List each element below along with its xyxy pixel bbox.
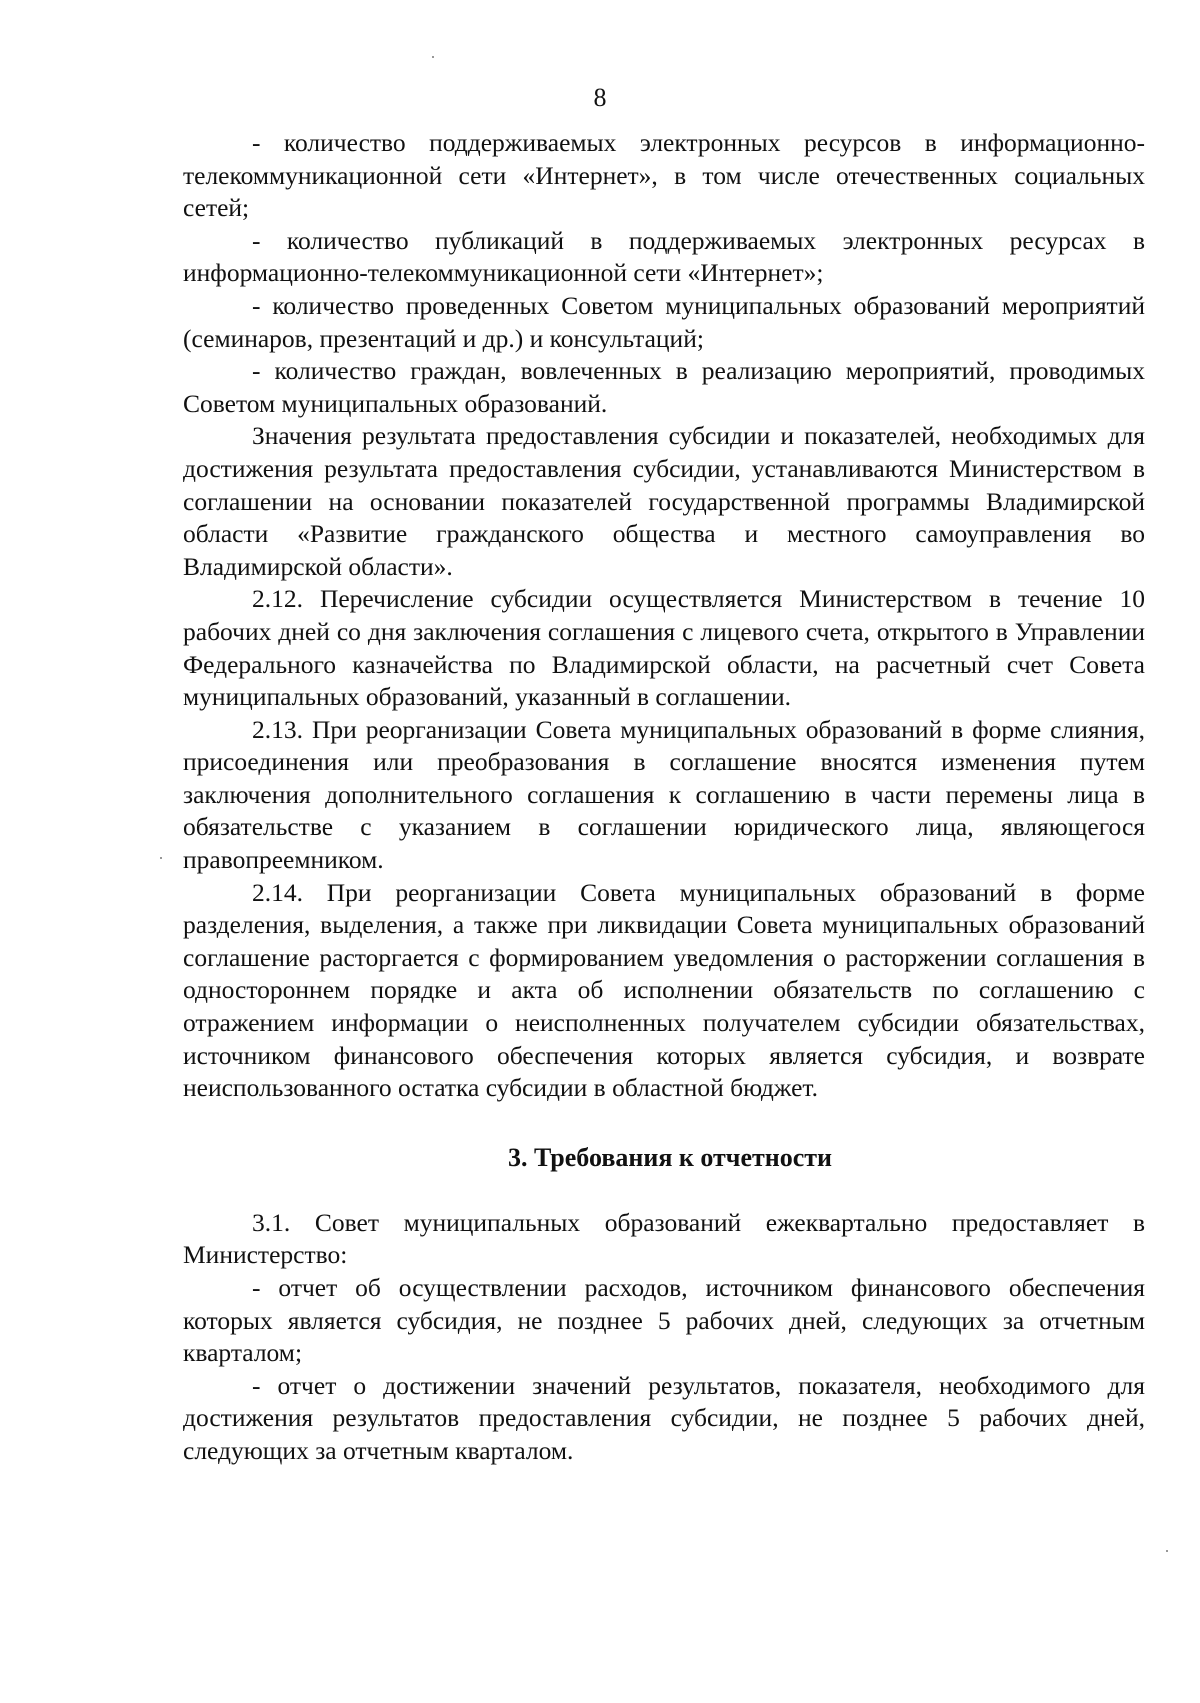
paragraph-2-12: 2.12. Перечисление субсидии осуществляется Министерством в течение 10 рабочих дней со дня заключения соглашения с лицевого счета, открытого в Управлении Федерального казначейства по Владимирской области, на расчетный счет Совета муниципальных образований, указанный в соглашении.: [183, 584, 1145, 712]
paragraph-2-13: 2.13. При реорганизации Совета муниципальных образований в форме слияния, присоединения или преобразования в соглашение вносятся изменения путем заключения дополнительного соглашения к соглашению в части перемены лица в обязательстве с указанием в соглашении юридического лица, являющегося правопреемником.: [183, 714, 1145, 875]
paragraph-expense-report: - отчет об осуществлении расходов, источником финансового обеспечения которых является субсидия, не позднее 5 рабочих дней, следующих за отчетным кварталом;: [183, 1273, 1145, 1368]
paragraph-result-values: Значения результата предоставления субсидии и показателей, необходимых для достижения результата предоставления субсидии, устанавливаются Министерством в соглашении на основании показателей государственной программы Владимирской области «Развитие гражданского общества и местного самоуправления во Владимирской области».: [183, 421, 1145, 581]
page-number: 8: [593, 83, 607, 112]
section-heading-reporting: 3. Требования к отчетности: [507, 1142, 833, 1172]
scan-speck: [160, 857, 162, 859]
scan-speck: [1166, 1550, 1168, 1552]
paragraph-2-14: 2.14. При реорганизации Совета муниципальных образований в форме разделения, выделения, а также при ликвидации Совета муниципальных образований соглашение расторгается с формированием уведомления о расторжении соглашения в одностороннем порядке и акта об исполнении обязательств по соглашению с отражением информации о неисполненных получателем субсидии обязательствах, источником финансового обеспечения которых является субсидия, и возврате неиспользованного остатка субсидии в областной бюджет.: [183, 877, 1145, 1103]
paragraph-3-1: 3.1. Совет муниципальных образований ежеквартально предоставляет в Министерство:: [183, 1207, 1145, 1270]
paragraph-publications-count: - количество публикаций в поддерживаемых электронных ресурсах в информационно-телекоммуникационной сети «Интернет»;: [183, 225, 1145, 288]
document-body: [183, 127, 1145, 1468]
paragraph-resources-count: - количество поддерживаемых электронных ресурсов в информационно-телекоммуникационной сети «Интернет», в том числе отечественных социальных сетей;: [183, 128, 1145, 223]
scan-speck: [432, 56, 434, 58]
paragraph-events-count: - количество проведенных Советом муниципальных образований мероприятий (семинаров, презентаций и др.) и консультаций;: [183, 290, 1145, 353]
paragraph-citizens-count: - количество граждан, вовлеченных в реализацию мероприятий, проводимых Советом муниципальных образований.: [183, 356, 1145, 418]
paragraph-results-report: - отчет о достижении значений результатов, показателя, необходимого для достижения результатов предоставления субсидии, не позднее 5 рабочих дней, следующих за отчетным кварталом.: [183, 1370, 1145, 1465]
